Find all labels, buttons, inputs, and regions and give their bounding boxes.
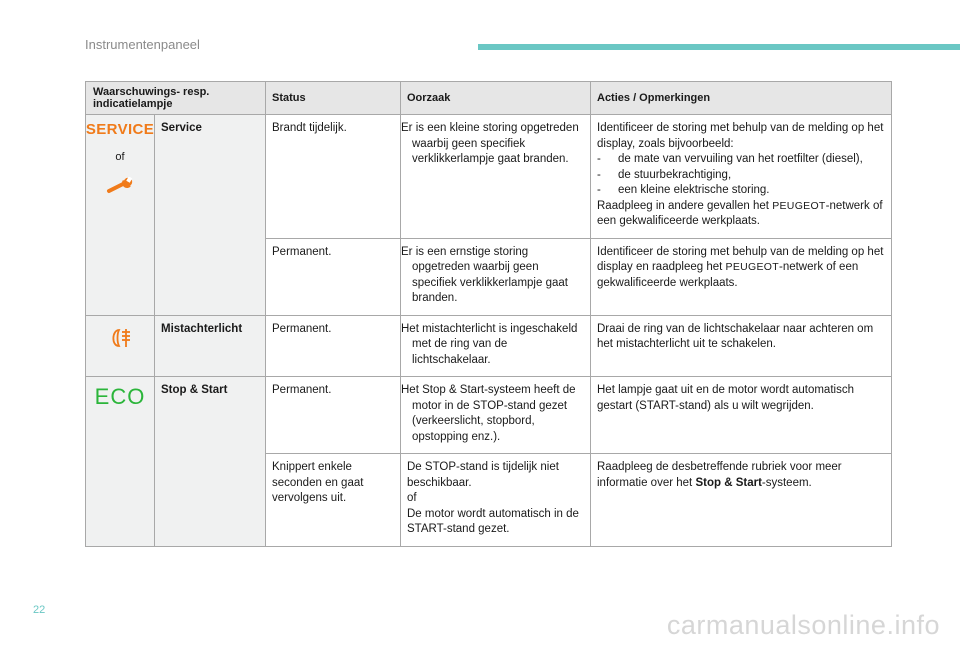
brand-name: PEUGEOT [772,199,826,212]
brand-name: PEUGEOT [725,261,779,273]
cause-cell: Er is een kleine storing opgetreden waarbij geen specifiek verklikkerlampje gaat branden. [401,115,591,239]
table-row [86,377,892,454]
status-cell: Permanent. [266,315,401,377]
status-cell: Permanent. [266,377,401,454]
action-cell: Draai de ring van de lichtschakelaar naar achteren om het mistachterlicht uit te schakelen. [591,315,892,377]
service-icon-cell [86,115,155,316]
stopstart-name-cell: Stop & Start [155,377,266,547]
watermark: carmanualsonline.info [666,610,940,640]
cause-cell: Het mistachterlicht is ingeschakeld met de ring van de lichtschakelaar. [401,315,591,377]
table-row [86,115,892,239]
table-row [86,315,892,377]
eco-indicator-icon: ECO [94,384,146,409]
or-label: of [115,150,125,163]
cause-cell: De STOP-stand is tijdelijk niet beschikbaar. of De motor wordt automatisch in de START-stand gezet. [401,454,591,547]
rear-fog-light-icon [105,326,135,350]
stopstart-bold-term: Stop & Start [695,476,762,489]
status-cell: Brandt tijdelijk. [266,115,401,239]
fog-name-cell: Mistachterlicht [155,315,266,377]
list-item: - een kleine elektrische storing. [597,184,770,196]
service-warning-icon: SERVICE [85,121,155,138]
status-cell: Permanent. [266,238,401,315]
list-item: - de mate van vervuiling van het roetfilter (diesel), [597,153,863,165]
column-header-actions: Acties / Opmerkingen [591,82,892,115]
action-cell: Raadpleeg de desbetreffende rubriek voor meer informatie over het Stop & Start-systeem. [591,454,892,547]
action-cell: Identificeer de storing met behulp van de melding op het display en raadpleeg het PEUGEOT-netwerk of een gekwalificeerde werkplaats. [591,238,892,315]
fog-icon-cell [86,315,155,377]
column-header-status: Status [266,82,401,115]
cause-cell: Er is een ernstige storing opgetreden waarbij geen specifiek verklikkerlampje gaat branden. [401,238,591,315]
column-header-cause: Oorzaak [401,82,591,115]
table-header-row [86,82,892,115]
wrench-icon [106,177,134,195]
section-accent-bar [478,44,960,50]
cause-cell: Het Stop & Start-systeem heeft de motor in de STOP-stand gezet (verkeerslicht, stopbord, opstopping enz.). [401,377,591,454]
column-header-lamp: Waarschuwings- resp. indicatielampje [86,82,266,115]
section-title: Instrumentenpaneel [85,37,200,52]
status-cell: Knippert enkele seconden en gaat vervolgens uit. [266,454,401,547]
list-item: - de stuurbekrachtiging, [597,168,732,181]
service-name-cell: Service [155,115,266,316]
eco-icon-cell [86,377,155,547]
warning-lights-table [85,81,892,547]
action-cell: Het lampje gaat uit en de motor wordt automatisch gestart (START-stand) als u wilt wegrijden. [591,377,892,454]
action-cell: Identificeer de storing met behulp van de melding op het display, zoals bijvoorbeeld: - de mate van vervuiling van het roetfilter (diesel), - de stuurbekrachtiging, - een kleine elektrische storing. Raadpleeg in andere gevallen het PEUGEOT-netwerk of een gekwalificeerde werkplaats. [591,115,892,239]
page-number: 22 [33,604,46,616]
